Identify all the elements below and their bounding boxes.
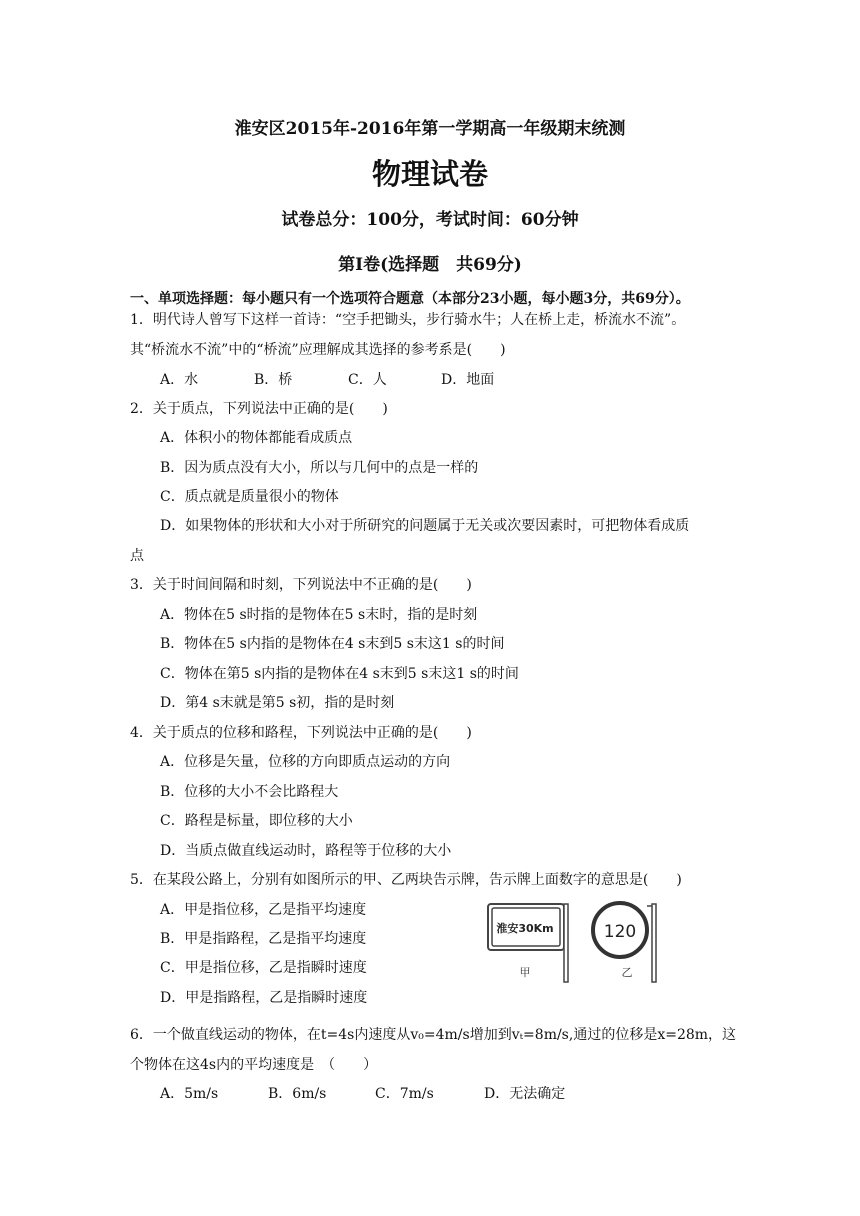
- q4-option-c: C．路程是标量，即位移的大小: [160, 813, 353, 829]
- q5-option-a: A．甲是指位移，乙是指平均速度: [160, 902, 367, 918]
- q5-option-b: B．甲是指路程，乙是指平均速度: [160, 931, 367, 947]
- q4-option-d: D．当质点做直线运动时，路程等于位移的大小: [160, 843, 452, 859]
- q2-stem: 2．关于质点，下列说法中正确的是( ): [130, 401, 388, 417]
- q2-option-d: D．如果物体的形状和大小对于所研究的问题属于无关或次要因素时，可把物体看成质: [160, 518, 690, 534]
- q6-option-d: D．无法确定: [484, 1086, 566, 1102]
- q2-option-b: B．因为质点没有大小，所以与几何中的点是一样的: [160, 460, 479, 476]
- q1-option-a: A．水: [160, 372, 199, 388]
- exam-subject-title: 物理试卷: [371, 157, 488, 191]
- road-signs-figure: [484, 896, 684, 986]
- q6-option-b: B．6m/s: [268, 1086, 327, 1102]
- q6-option-a: A．5m/s: [160, 1086, 219, 1102]
- sign-yi-text: 120: [603, 922, 637, 942]
- q3-option-c: C．物体在第5 s内指的是物体在4 s末到5 s末这1 s的时间: [160, 666, 519, 682]
- q5-stem: 5．在某段公路上，分别有如图所示的甲、乙两块告示牌，告示牌上面数字的意思是( ): [130, 872, 682, 888]
- q2-option-d-wrap: 点: [130, 548, 144, 564]
- section-instruction: 一、单项选择题：每小题只有一个选项符合题意（本部分23小题，每小题3分，共69分）。: [130, 291, 690, 307]
- exam-score-time: 试卷总分：100分，考试时间：60分钟: [281, 210, 579, 230]
- q4-option-b: B．位移的大小不会比路程大: [160, 784, 339, 800]
- q3-option-a: A．物体在5 s时指的是物体在5 s末时，指的是时刻: [160, 607, 478, 623]
- q2-option-c: C．质点就是质量很小的物体: [160, 489, 339, 505]
- q1-option-b: B．桥: [254, 372, 293, 388]
- q6-stem-line2: 个物体在这4s内的平均速度是 （ ）: [130, 1057, 378, 1073]
- q1-stem-line2: 其“桥流水不流”中的“桥流”应理解成其选择的参考系是( ): [130, 342, 506, 358]
- sign-yi: [593, 903, 656, 982]
- q3-stem: 3．关于时间间隔和时刻，下列说法中不正确的是( ): [130, 577, 472, 593]
- q5-option-c: C．甲是指位移，乙是指瞬时速度: [160, 960, 367, 976]
- q1-option-d: D．地面: [441, 372, 495, 388]
- q1-option-c: C．人: [348, 372, 387, 388]
- sign-jia-label: 甲: [519, 966, 531, 979]
- exam-part-title: 第Ⅰ卷(选择题 共69分): [338, 255, 522, 275]
- q6-option-c: C．7m/s: [375, 1086, 434, 1102]
- q5-option-d: D．甲是指路程，乙是指瞬时速度: [160, 990, 368, 1006]
- q6-stem-line1: 6．一个做直线运动的物体，在t=4s内速度从v₀=4m/s增加到vₜ=8m/s,通过的位移是x=28m，这: [130, 1027, 737, 1043]
- q4-stem: 4．关于质点的位移和路程，下列说法中正确的是( ): [130, 725, 472, 741]
- q1-stem-line1: 1．明代诗人曾写下这样一首诗：“空手把锄头，步行骑水牛；人在桥上走，桥流水不流”。: [130, 312, 686, 328]
- q4-option-a: A．位移是矢量，位移的方向即质点运动的方向: [160, 754, 451, 770]
- exam-header-title: 淮安区2015年-2016年第一学期高一年级期末统测: [234, 119, 626, 139]
- q3-option-b: B．物体在5 s内指的是物体在4 s末到5 s末这1 s的时间: [160, 636, 505, 652]
- sign-jia: [488, 904, 568, 982]
- q3-option-d: D．第4 s末就是第5 s初，指的是时刻: [160, 695, 395, 711]
- sign-jia-text: 淮安30Km: [496, 922, 554, 935]
- sign-yi-label: 乙: [621, 966, 633, 979]
- q2-option-a: A．体积小的物体都能看成质点: [160, 430, 353, 446]
